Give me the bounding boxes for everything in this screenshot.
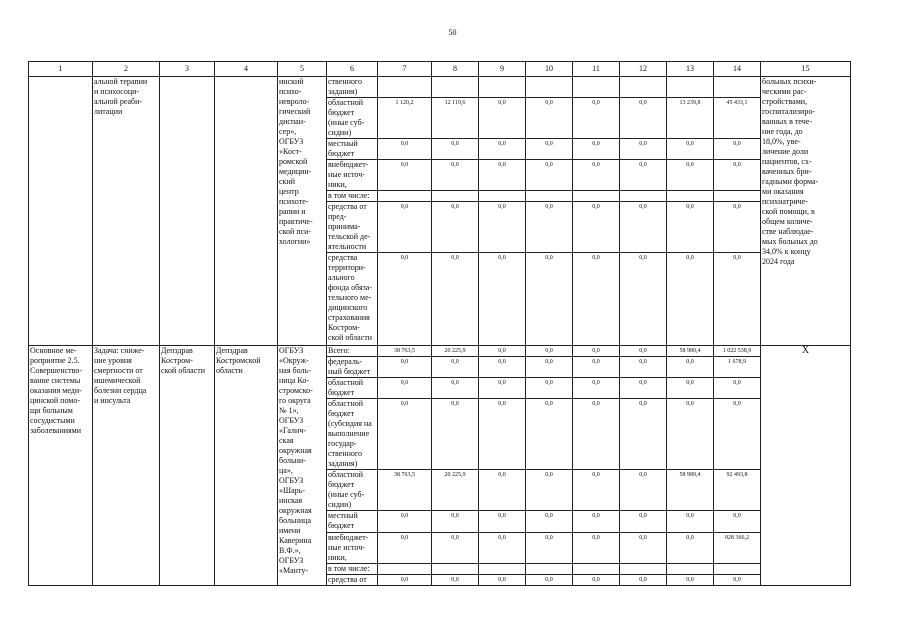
value-cell: 0,0 <box>573 98 620 139</box>
value-cell <box>479 77 526 98</box>
value-cell: 0,0 <box>573 160 620 191</box>
funding-source-label: областной бюджет (иные суб- сидии) <box>327 98 378 139</box>
value-cell: 0,0 <box>667 357 714 378</box>
funding-source-label: средства от <box>327 575 378 586</box>
value-cell: 0,0 <box>620 399 667 470</box>
value-cell: 0,0 <box>526 202 573 253</box>
column-header: 10 <box>526 62 573 77</box>
task-cell: альной терапии и психосоци- альной реаби- литации <box>93 77 160 346</box>
value-cell: 0,0 <box>432 399 479 470</box>
activity-name-cell <box>29 77 93 346</box>
column-number-row <box>29 62 851 77</box>
value-cell <box>620 191 667 202</box>
funding-source-label: местный бюджет <box>327 511 378 533</box>
table-row <box>29 77 851 98</box>
column-header: 4 <box>215 62 278 77</box>
value-cell: 0,0 <box>432 357 479 378</box>
coexecutor-cell: Депздрав Костромской области <box>215 346 278 586</box>
value-cell: 0,0 <box>378 160 432 191</box>
value-cell: 0,0 <box>479 511 526 533</box>
value-cell: 0,0 <box>620 253 667 346</box>
funding-source-label: внебюджет- ные источ- ники, <box>327 533 378 564</box>
column-header: 7 <box>378 62 432 77</box>
value-cell: 0,0 <box>667 378 714 399</box>
value-cell <box>620 564 667 575</box>
value-cell <box>573 77 620 98</box>
column-header: 9 <box>479 62 526 77</box>
value-cell: 20 225,9 <box>432 346 479 357</box>
value-cell: 0,0 <box>526 139 573 160</box>
column-header: 14 <box>714 62 761 77</box>
value-cell: 0,0 <box>526 346 573 357</box>
funding-source-label: федераль- ный бюджет <box>327 357 378 378</box>
funding-source-label: средства от пред- принима- тельской де- ятельности <box>327 202 378 253</box>
value-cell: 0,0 <box>378 253 432 346</box>
value-cell: 0,0 <box>526 160 573 191</box>
value-cell <box>378 77 432 98</box>
value-cell: 0,0 <box>620 98 667 139</box>
value-cell: 0,0 <box>667 139 714 160</box>
funding-source-label: областной бюджет (субсидия на выполнение государ- ственного задания) <box>327 399 378 470</box>
value-cell: 0,0 <box>667 160 714 191</box>
value-cell: 0,0 <box>526 470 573 511</box>
value-cell <box>667 564 714 575</box>
value-cell: 0,0 <box>573 139 620 160</box>
indicator-cell: Х <box>761 346 851 586</box>
value-cell: 0,0 <box>573 575 620 586</box>
value-cell: 0,0 <box>714 378 761 399</box>
value-cell <box>479 191 526 202</box>
value-cell <box>479 564 526 575</box>
value-cell <box>378 191 432 202</box>
coexecutor-cell <box>215 77 278 346</box>
value-cell: 0,0 <box>573 470 620 511</box>
value-cell <box>573 191 620 202</box>
activity-name-cell: Основное ме- роприятие 2.5. Совершенство- вание системы оказания меди- цинской помо- щи больным сосудистыми заболеваниями <box>29 346 93 586</box>
value-cell: 928 366,2 <box>714 533 761 564</box>
value-cell: 0,0 <box>479 575 526 586</box>
value-cell: 0,0 <box>526 533 573 564</box>
value-cell <box>432 564 479 575</box>
value-cell: 0,0 <box>432 202 479 253</box>
value-cell: 0,0 <box>620 533 667 564</box>
value-cell: 1 120,2 <box>378 98 432 139</box>
funding-source-label: внебюджет- ные источ- ники, <box>327 160 378 191</box>
value-cell: 0,0 <box>667 575 714 586</box>
value-cell: 0,0 <box>479 253 526 346</box>
value-cell: 0,0 <box>620 357 667 378</box>
value-cell: 0,0 <box>620 470 667 511</box>
value-cell: 0,0 <box>479 160 526 191</box>
value-cell: 0,0 <box>378 533 432 564</box>
value-cell: 0,0 <box>526 378 573 399</box>
indicator-cell: больных психи- ческими рас- стройствами, госпитализиро- ванных в тече- ние года, до 18,0%, уве- личение доли пациентов, сх- ваченных бри- гадными форма- ми оказания психиатриче- ской помощи, в общем количе- стве наблюдае- мых больных до 34,0% к концу 2024 года <box>761 77 851 346</box>
value-cell: 0,0 <box>479 470 526 511</box>
value-cell <box>620 77 667 98</box>
value-cell <box>667 191 714 202</box>
value-cell: 0,0 <box>620 160 667 191</box>
value-cell <box>432 77 479 98</box>
column-header: 12 <box>620 62 667 77</box>
funding-source-label: Всего: <box>327 346 378 357</box>
value-cell: 0,0 <box>667 511 714 533</box>
column-header: 1 <box>29 62 93 77</box>
value-cell: 0,0 <box>432 160 479 191</box>
value-cell: 0,0 <box>573 357 620 378</box>
value-cell: 0,0 <box>667 533 714 564</box>
value-cell: 0,0 <box>378 378 432 399</box>
value-cell: 0,0 <box>479 357 526 378</box>
value-cell: 0,0 <box>714 253 761 346</box>
value-cell: 0,0 <box>432 533 479 564</box>
value-cell: 0,0 <box>620 202 667 253</box>
value-cell: 0,0 <box>573 533 620 564</box>
value-cell: 0,0 <box>378 399 432 470</box>
executor-cell: Депздрав Костром- ской области <box>160 346 215 586</box>
value-cell <box>526 191 573 202</box>
value-cell: 0,0 <box>714 139 761 160</box>
value-cell: 38 763,5 <box>378 470 432 511</box>
value-cell: 0,0 <box>432 378 479 399</box>
value-cell: 0,0 <box>714 575 761 586</box>
budget-table <box>28 61 851 586</box>
value-cell: 0,0 <box>526 253 573 346</box>
value-cell: 0,0 <box>526 98 573 139</box>
column-header: 15 <box>761 62 851 77</box>
value-cell: 0,0 <box>714 160 761 191</box>
value-cell: 1 022 538,9 <box>714 346 761 357</box>
value-cell: 0,0 <box>573 399 620 470</box>
value-cell <box>432 191 479 202</box>
funding-source-label: в том числе: <box>327 564 378 575</box>
value-cell: 0,0 <box>667 253 714 346</box>
value-cell: 0,0 <box>432 253 479 346</box>
value-cell: 0,0 <box>573 346 620 357</box>
value-cell: 0,0 <box>479 98 526 139</box>
funding-source-label: областной бюджет <box>327 378 378 399</box>
value-cell: 0,0 <box>479 378 526 399</box>
value-cell <box>714 191 761 202</box>
column-header: 3 <box>160 62 215 77</box>
value-cell <box>667 77 714 98</box>
value-cell: 0,0 <box>573 378 620 399</box>
value-cell: 0,0 <box>620 575 667 586</box>
value-cell: 0,0 <box>620 139 667 160</box>
value-cell: 0,0 <box>432 139 479 160</box>
value-cell: 0,0 <box>667 202 714 253</box>
funding-source-label: в том числе: <box>327 191 378 202</box>
value-cell: 92 493,8 <box>714 470 761 511</box>
column-header: 2 <box>93 62 160 77</box>
value-cell: 20 225,9 <box>432 470 479 511</box>
value-cell: 0,0 <box>714 511 761 533</box>
value-cell <box>573 564 620 575</box>
value-cell: 0,0 <box>573 253 620 346</box>
value-cell: 0,0 <box>714 399 761 470</box>
institutions-cell: инский психо- невроло- гический диспан- сер», ОГБУЗ «Кост- ромской медицин- ский центр психоте- рапии и практиче- ской пси- хологии» <box>278 77 327 346</box>
value-cell: 0,0 <box>620 511 667 533</box>
funding-source-label: областной бюджет (иные суб- сидии) <box>327 470 378 511</box>
value-cell: 0,0 <box>620 378 667 399</box>
value-cell: 0,0 <box>378 511 432 533</box>
value-cell: 12 119,6 <box>432 98 479 139</box>
funding-source-label: ственного задания) <box>327 77 378 98</box>
value-cell: 58 989,4 <box>667 346 714 357</box>
value-cell: 38 763,5 <box>378 346 432 357</box>
value-cell: 0,0 <box>714 202 761 253</box>
table-row <box>29 346 851 357</box>
value-cell: 0,0 <box>526 511 573 533</box>
value-cell: 0,0 <box>573 202 620 253</box>
value-cell: 13 239,8 <box>667 98 714 139</box>
value-cell: 1 678,9 <box>714 357 761 378</box>
value-cell: 0,0 <box>526 575 573 586</box>
value-cell: 45 433,1 <box>714 98 761 139</box>
value-cell <box>714 564 761 575</box>
value-cell: 0,0 <box>432 575 479 586</box>
value-cell: 0,0 <box>479 202 526 253</box>
institutions-cell: ОГБУЗ «Окруж- ная боль- ница Ко- стромско- го округа № 1», ОГБУЗ «Галич- ская окружная больни- ца», ОГБУЗ «Шарь- инская окружная больница имени Каверина В.Ф.», ОГБУЗ «Манту- <box>278 346 327 586</box>
page-number: 50 <box>448 28 457 37</box>
value-cell: 0,0 <box>479 346 526 357</box>
value-cell: 0,0 <box>526 399 573 470</box>
column-header: 8 <box>432 62 479 77</box>
column-header: 13 <box>667 62 714 77</box>
value-cell: 0,0 <box>378 575 432 586</box>
column-header: 11 <box>573 62 620 77</box>
task-cell: Задача: сниже- ние уровня смертности от ишемической болезни сердца и инсульта <box>93 346 160 586</box>
value-cell: 0,0 <box>479 399 526 470</box>
value-cell: 0,0 <box>620 346 667 357</box>
value-cell: 0,0 <box>432 511 479 533</box>
value-cell: 0,0 <box>526 357 573 378</box>
value-cell: 0,0 <box>378 202 432 253</box>
funding-source-label: местный бюджет <box>327 139 378 160</box>
value-cell: 58 989,4 <box>667 470 714 511</box>
value-cell <box>526 77 573 98</box>
value-cell: 0,0 <box>479 139 526 160</box>
value-cell: 0,0 <box>378 357 432 378</box>
value-cell: 0,0 <box>573 511 620 533</box>
column-header: 6 <box>327 62 378 77</box>
funding-source-label: средства территори- ального фонда обяза- тельного ме- дицинского страхования Костром- ской области <box>327 253 378 346</box>
value-cell <box>714 77 761 98</box>
value-cell <box>526 564 573 575</box>
value-cell: 0,0 <box>378 139 432 160</box>
executor-cell <box>160 77 215 346</box>
value-cell <box>378 564 432 575</box>
value-cell: 0,0 <box>479 533 526 564</box>
column-header: 5 <box>278 62 327 77</box>
value-cell: 0,0 <box>667 399 714 470</box>
